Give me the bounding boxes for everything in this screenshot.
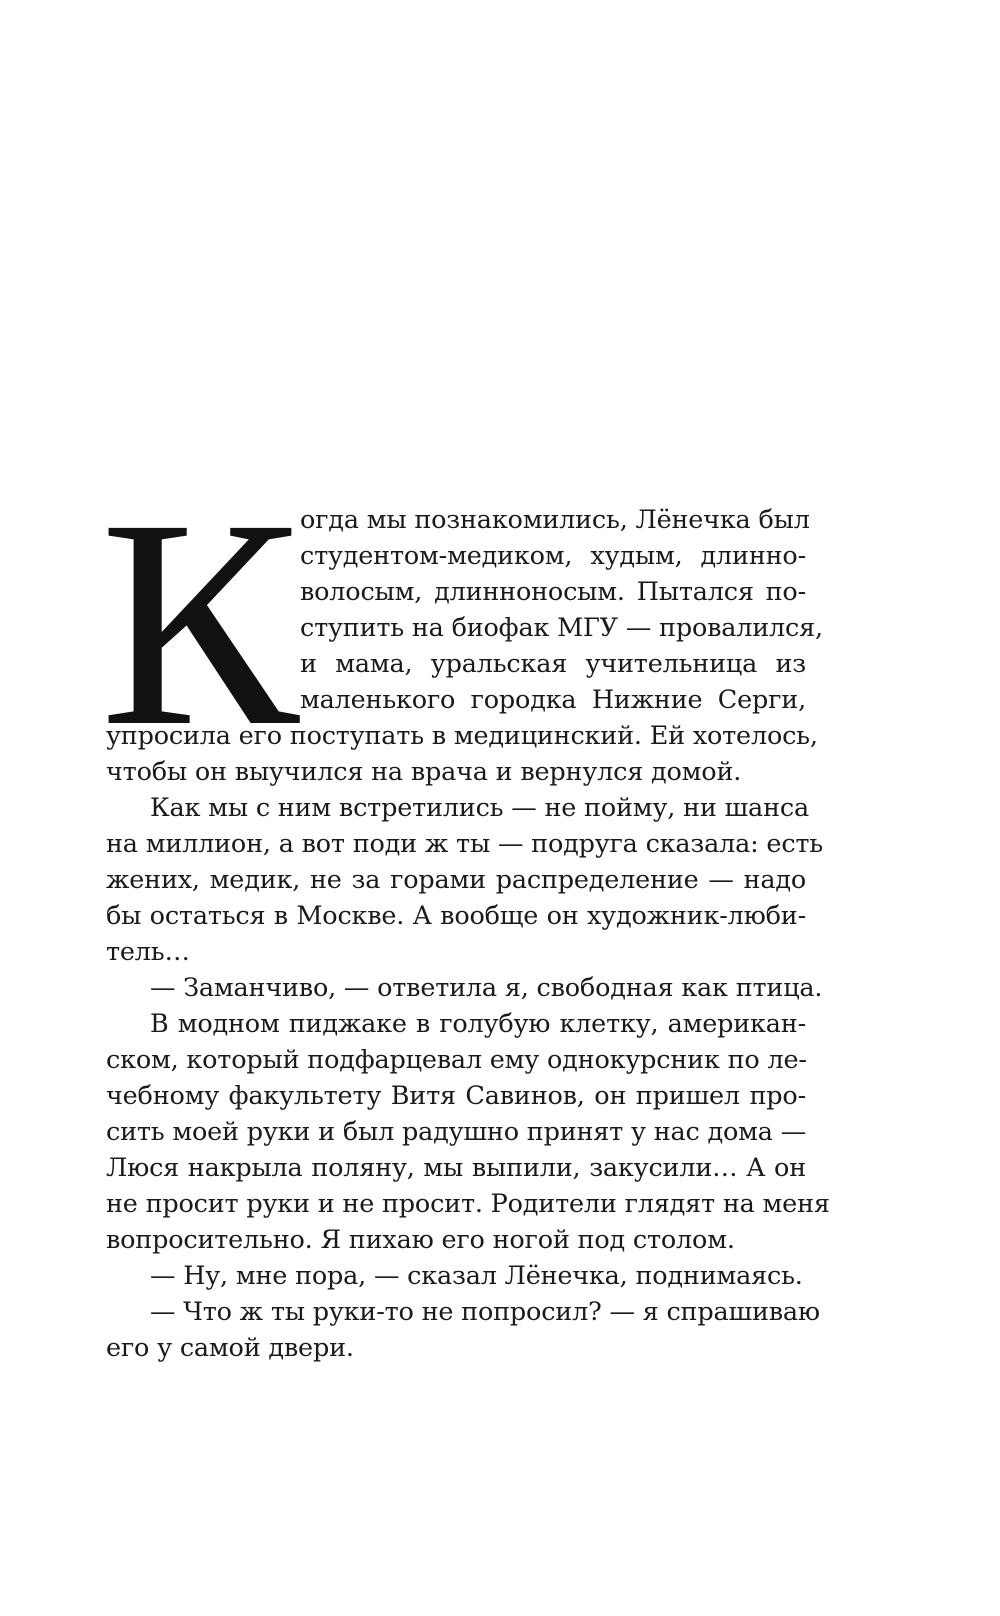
text-line: ском, который подфарцевал ему однокурсник по ле- <box>106 1045 807 1075</box>
text-line: вопросительно. Я пихаю его ногой под столом. <box>106 1225 735 1255</box>
text-line: огда мы познакомились, Лёнечка был <box>300 505 810 535</box>
text-line: упросила его поступать в медицинский. Ей хотелось, <box>106 721 818 751</box>
text-line: сить моей руки и был радушно принят у нас дома — <box>106 1117 806 1147</box>
text-line: его у самой двери. <box>106 1333 354 1363</box>
text-line: бы остаться в Москве. А вообще он художник-люби- <box>106 901 806 931</box>
text-line: Люся накрыла поляну, мы выпили, закусили… А он <box>106 1153 806 1183</box>
text-line: волосым, длинноносым. Пытался по- <box>300 577 806 607</box>
drop-cap: К <box>100 458 295 788</box>
text-line: тель… <box>106 937 190 967</box>
text-line: жених, медик, не за горами распределение — надо <box>106 865 806 895</box>
text-line: маленького городка Нижние Серги, <box>300 685 806 715</box>
text-line: В модном пиджаке в голубую клетку, американ- <box>150 1009 806 1039</box>
text-line: на миллион, а вот поди ж ты — подруга сказала: есть <box>106 829 823 859</box>
text-line: не просит руки и не просит. Родители глядят на меня <box>106 1189 830 1219</box>
text-line: — Заманчиво, — ответила я, свободная как птица. <box>150 973 823 1003</box>
text-line: — Ну, мне пора, — сказал Лёнечка, поднимаясь. <box>150 1261 803 1291</box>
text-line: чебному факультету Витя Савинов, он пришел про- <box>106 1081 806 1111</box>
text-line: чтобы он выучился на врача и вернулся домой. <box>106 757 742 787</box>
text-line: ступить на биофак МГУ — провалился, <box>300 613 823 643</box>
text-line: Как мы с ним встретились — не пойму, ни шанса <box>150 793 809 823</box>
text-line: студентом-медиком, худым, длинно- <box>300 541 806 571</box>
text-line: — Что ж ты руки-то не попросил? — я спрашиваю <box>150 1297 820 1327</box>
text-line: и мама, уральская учительница из <box>300 649 806 679</box>
